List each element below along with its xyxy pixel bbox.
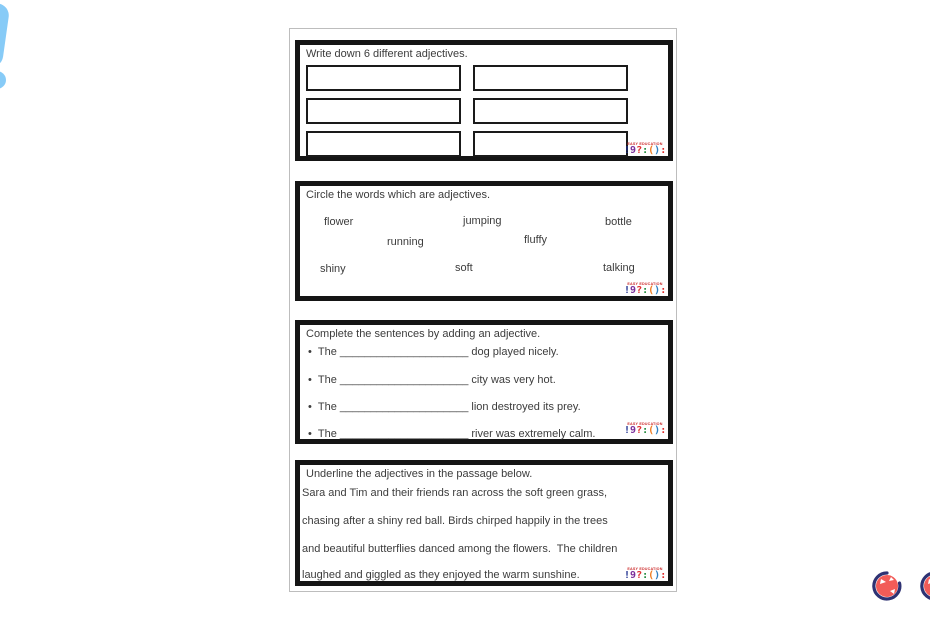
red-circle-decoration-1 xyxy=(871,570,903,602)
easy-education-logo xyxy=(624,422,666,435)
easy-education-logo-text: EASY EDUCATION xyxy=(627,281,663,286)
bullet-icon: • xyxy=(308,374,312,386)
answer-box-grid xyxy=(306,65,628,157)
answer-box xyxy=(473,131,628,157)
sentence-item xyxy=(308,401,581,413)
red-circle-decoration-2 xyxy=(919,570,930,602)
answer-box xyxy=(306,65,461,91)
word-item: running xyxy=(387,236,424,248)
easy-education-logo-glyphs: !9?:(): xyxy=(624,425,667,436)
passage-line: and beautiful butterflies danced among the flowers. The children xyxy=(302,543,618,555)
word-item: talking xyxy=(603,262,635,274)
sentence-text: The _____________________ city was very hot. xyxy=(317,374,556,386)
passage-line: laughed and giggled as they enjoyed the warm sunshine. xyxy=(302,569,580,581)
worksheet-page xyxy=(289,28,677,592)
sentence-item xyxy=(308,346,559,358)
bullet-icon: • xyxy=(308,428,312,440)
worksheet-section-circle-words xyxy=(295,181,673,301)
word-item: shiny xyxy=(320,263,346,275)
section-title: Complete the sentences by adding an adjective. xyxy=(306,328,541,340)
passage-line: chasing after a shiny red ball. Birds chirped happily in the trees xyxy=(302,515,608,527)
bullet-icon: • xyxy=(308,346,312,358)
word-item: bottle xyxy=(605,216,632,228)
word-item: fluffy xyxy=(524,234,548,246)
answer-box xyxy=(306,98,461,124)
sentence-text: The _____________________ dog played nicely. xyxy=(317,346,559,358)
easy-education-logo-glyphs: !9?:(): xyxy=(624,570,667,581)
easy-education-logo xyxy=(624,142,666,155)
word-item: flower xyxy=(324,216,354,228)
answer-box xyxy=(473,98,628,124)
blue-exclamation-dot xyxy=(0,71,6,89)
section-title: Circle the words which are adjectives. xyxy=(306,189,491,201)
sentence-text: The _____________________ lion destroyed its prey. xyxy=(317,401,581,413)
easy-education-logo xyxy=(624,282,666,295)
worksheet-section-write-adjectives xyxy=(295,40,673,161)
blue-exclamation-bar xyxy=(0,1,10,68)
word-item: soft xyxy=(455,262,473,274)
worksheet-section-complete-sentences xyxy=(295,320,673,444)
sentence-item xyxy=(308,428,595,440)
red-scribble-circle-icon xyxy=(871,570,903,602)
easy-education-logo-text: EASY EDUCATION xyxy=(627,141,663,146)
easy-education-logo xyxy=(624,567,666,580)
red-scribble-circle-icon xyxy=(919,570,930,602)
sentence-item xyxy=(308,374,556,386)
easy-education-logo-glyphs: !9?:(): xyxy=(624,285,667,296)
easy-education-logo-text: EASY EDUCATION xyxy=(627,566,663,571)
section-title: Underline the adjectives in the passage below. xyxy=(306,468,533,480)
section-title: Write down 6 different adjectives. xyxy=(306,48,468,60)
bullet-icon: • xyxy=(308,401,312,413)
answer-box xyxy=(306,131,461,157)
easy-education-logo-glyphs: !9?:(): xyxy=(624,145,667,156)
passage-line: Sara and Tim and their friends ran across the soft green grass, xyxy=(302,487,608,499)
word-item: jumping xyxy=(463,215,502,227)
answer-box xyxy=(473,65,628,91)
sentence-text: The _____________________ river was extremely calm. xyxy=(317,428,596,440)
easy-education-logo-text: EASY EDUCATION xyxy=(627,421,663,426)
worksheet-section-underline-passage xyxy=(295,460,673,586)
